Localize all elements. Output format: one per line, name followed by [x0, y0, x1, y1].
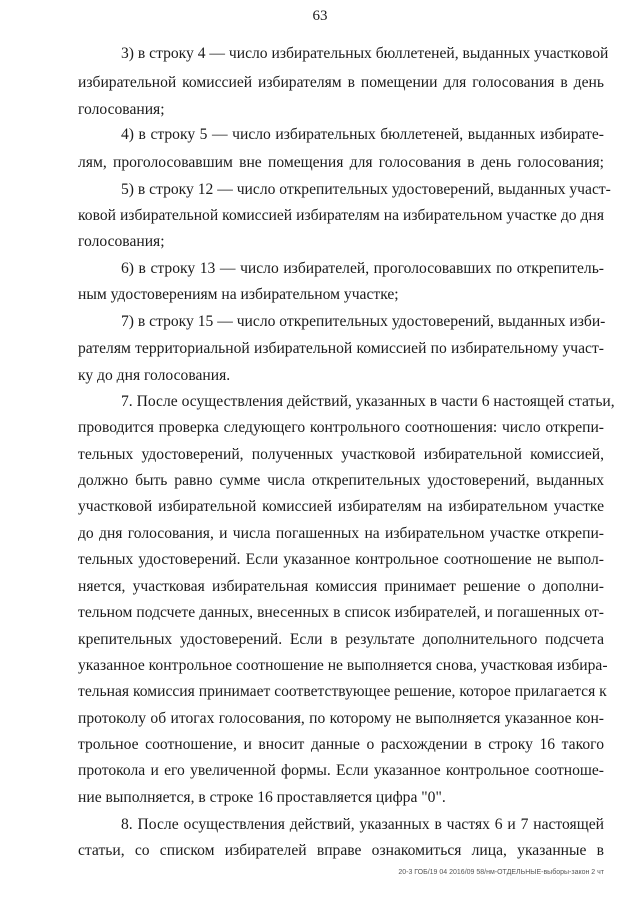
text-line: протоколу об итогах голосования, по которому не выполняется указанное кон- — [78, 710, 604, 727]
text-line: голосования; — [78, 233, 165, 250]
text-line: рателям территориальной избирательной комиссией по избирательному участ- — [78, 340, 604, 357]
text-line: крепительных удостоверений. Если в результате дополнительного подсчета — [78, 631, 604, 648]
text-line: ным удостоверениям на избирательном участке; — [78, 286, 399, 303]
text-line: ние выполняется, в строке 16 проставляется цифра "0". — [78, 789, 446, 806]
document-footer: 20-3 ГОБ/19 04 2016/09 58/нм-ОТДЕЛЬНЫЕ-выборы-закон 2 чт — [398, 869, 604, 876]
text-line: няется, участковая избирательная комиссия принимает решение о дополни- — [78, 578, 604, 595]
text-line: трольное соотношение, и вносит данные о расхождении в строку 16 такого — [78, 736, 604, 753]
text-line: лям, проголосовавшим вне помещения для голосования в день голосования; — [78, 154, 604, 171]
text-line: тельных удостоверений, полученных участковой избирательной комиссией, — [78, 446, 604, 463]
text-line: тельном подсчете данных, внесенных в список избирателей, и погашенных от- — [78, 604, 604, 621]
text-line: 8. После осуществления действий, указанных в частях 6 и 7 настоящей — [121, 816, 604, 833]
text-line: ку до дня голосования. — [78, 367, 231, 384]
text-line: протокола и его увеличенной формы. Если указанное контрольное соотноше- — [78, 762, 604, 779]
text-line: указанное контрольное соотношение не выполняется снова, участковая избира- — [78, 657, 608, 674]
text-line: статьи, со списком избирателей вправе ознакомиться лица, указанные в — [78, 842, 604, 859]
text-line: до дня голосования, и числа погашенных на избирательном участке открепи- — [78, 525, 604, 542]
text-line: голосования; — [78, 101, 165, 118]
text-line: проводится проверка следующего контрольного соотношения: число открепи- — [78, 419, 604, 436]
text-line: 5) в строку 12 — число открепительных удостоверений, выданных участ- — [121, 181, 611, 198]
text-line: ковой избирательной комиссией избирателям на избирательном участке до дня — [78, 207, 604, 224]
text-line: избирательной комиссией избирателям в помещении для голосования в день — [78, 74, 604, 91]
text-line: 6) в строку 13 — число избирателей, проголосовавших по открепитель- — [121, 260, 604, 277]
text-line: 4) в строку 5 — число избирательных бюллетеней, выданных избирате- — [121, 126, 604, 143]
text-line: 7) в строку 15 — число открепительных удостоверений, выданных изби- — [121, 313, 606, 330]
text-line: 7. После осуществления действий, указанных в части 6 настоящей статьи, — [121, 393, 615, 410]
text-line: 3) в строку 4 — число избирательных бюллетеней, выданных участковой — [121, 45, 609, 62]
text-line: тельных удостоверений. Если указанное контрольное соотношение не выпол- — [78, 551, 604, 568]
text-line: должно быть равно сумме числа открепительных удостоверений, выданных — [78, 472, 604, 489]
text-line: участковой избирательной комиссией избирателям на избирательном участке — [78, 498, 604, 515]
page-number: 63 — [312, 8, 328, 24]
text-line: тельная комиссия принимает соответствующее решение, которое прилагается к — [78, 683, 607, 700]
